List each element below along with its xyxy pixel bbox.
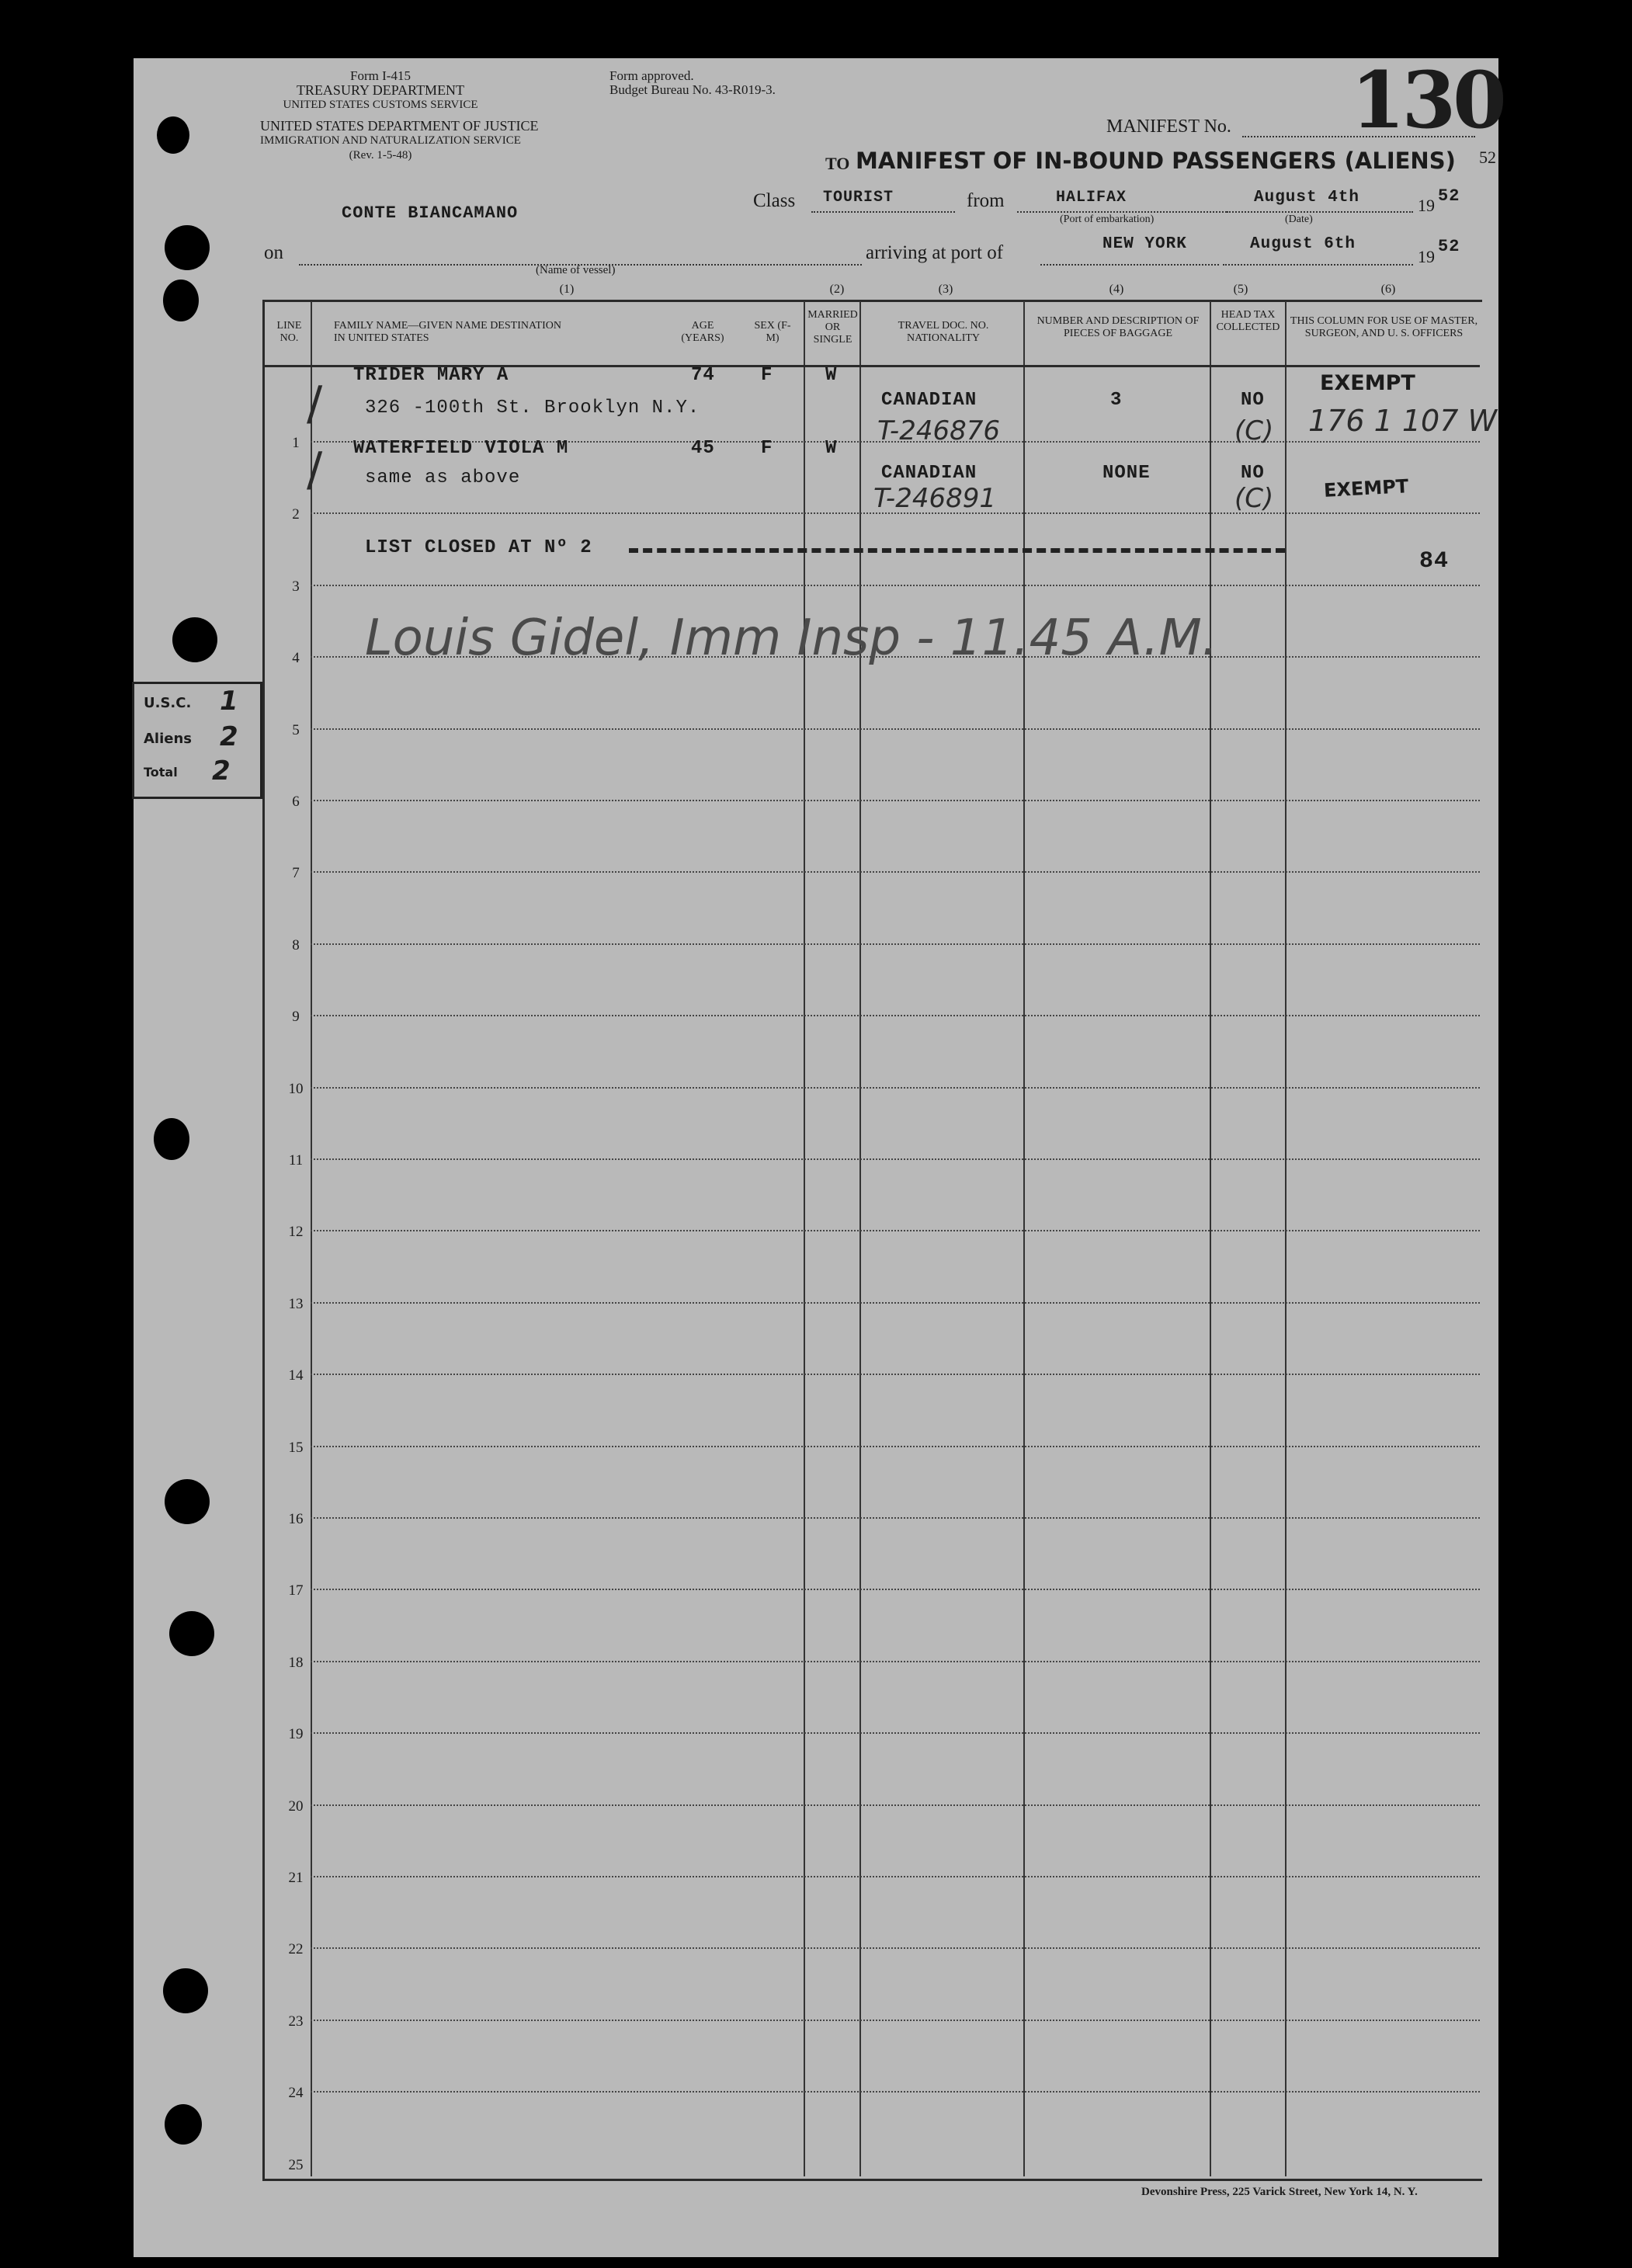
punch-hole [169,1611,214,1656]
class-line [811,211,955,213]
year-prefix-arrival: 19 [1418,247,1435,266]
col-divider [804,301,805,2176]
row-rule [311,1015,1480,1016]
budget-bureau: Budget Bureau No. 43-R019-3. [609,82,776,97]
check-mark: / [307,443,323,497]
col-header-name: FAMILY NAME—GIVEN NAME DESTINATION IN UNITED STATES [334,320,561,344]
arriving-label: arriving at port of [866,242,1004,263]
col-number: (3) [938,283,953,296]
line-number: 3 [292,578,300,595]
form-header-block [260,68,539,163]
line-number: 17 [288,1582,304,1599]
line-number: 7 [292,865,300,881]
year-prefix: 19 [1418,196,1435,215]
arrival-year: 52 [1438,237,1460,256]
passenger-destination: same as above [365,467,521,488]
col-header-sex: SEX (F-M) [754,320,791,344]
date-line [1227,211,1413,213]
line-number: 10 [288,1081,304,1097]
usc-aliens-tally-box [132,682,262,799]
punch-hole [163,280,199,321]
departure-year: 52 [1438,186,1460,206]
passenger-head-tax: NO [1241,390,1265,411]
line-number: 14 [288,1367,304,1384]
line-number: 21 [288,1870,304,1886]
vessel-name: CONTE BIANCAMANO [342,203,519,223]
row-rule [311,1158,1480,1160]
punch-hole [157,116,189,154]
list-closed-rule [629,548,1285,553]
manifest-number: 130 [1351,54,1504,146]
col-number: (1) [559,283,575,296]
col-divider [859,301,861,2176]
title-to: TO [825,154,850,173]
passenger-exempt-stamp: EXEMPT [1320,371,1415,395]
form-number: Form I-415 [350,68,411,83]
col-divider [1210,301,1211,2176]
passenger-destination: 326 -100th St. Brooklyn N.Y. [365,398,700,419]
vessel-caption: (Name of vessel) [536,264,616,276]
line-number: 8 [292,937,300,953]
col-header-travel: TRAVEL DOC. NO. NATIONALITY [898,320,989,344]
col-header-age: AGE (YEARS) [681,320,724,344]
col-number: (2) [829,283,845,296]
passenger-nationality: CANADIAN [881,463,977,484]
row-rule [311,800,1480,801]
customs-service: UNITED STATES CUSTOMS SERVICE [283,99,478,111]
arrival-date: August 6th [1250,235,1356,253]
line-number: 9 [292,1009,300,1025]
col-divider [1285,301,1287,2176]
passenger-marital: W [825,438,838,459]
manifest-no-label: MANIFEST No. [1106,116,1231,137]
passenger-head-tax-mark: (C) [1234,415,1274,446]
punch-hole [165,2104,202,2145]
line-number: 15 [288,1440,304,1456]
row-rule [311,1517,1480,1519]
col-number: (6) [1380,283,1396,296]
arrival-port: NEW YORK [1102,235,1187,253]
passenger-sex: F [761,438,773,459]
passenger-nationality: CANADIAN [881,390,977,411]
col-header-officers: THIS COLUMN FOR USE OF MASTER, SURGEON, AND U. S. OFFICERS [1290,315,1478,339]
form-revision: (Rev. 1-5-48) [349,149,412,162]
punch-hole [165,225,210,270]
passenger-travel-doc: T-246876 [877,415,1000,446]
arrival-date-line [1223,264,1413,266]
from-label: from [967,190,1005,211]
class-value: TOURIST [823,189,894,207]
line-number: 20 [288,1798,304,1815]
passenger-sex: F [761,365,773,386]
ins-service: IMMIGRATION AND NATURALIZATION SERVICE [260,134,521,147]
line-number: 5 [292,722,300,738]
line-number: 23 [288,2013,304,2030]
col-header-headtax: HEAD TAX COLLECTED [1216,309,1280,333]
printed-year-suffix: 52 [1479,148,1496,167]
punch-hole [154,1118,189,1160]
col-divider [1023,301,1025,2176]
row-rule [311,2091,1480,2093]
row-rule [311,2020,1480,2021]
row-rule [311,1589,1480,1590]
col-number: (5) [1233,283,1248,296]
line-number: 2 [292,506,300,523]
punch-hole [172,617,217,662]
row-rule [311,1947,1480,1949]
line-number: 19 [288,1726,304,1742]
aliens-value: 2 [220,721,238,752]
punch-hole [165,1479,210,1524]
passenger-officers-note: 176 1 107 W [1308,404,1498,438]
justice-dept: UNITED STATES DEPARTMENT OF JUSTICE [260,118,539,134]
row-rule [311,1302,1480,1304]
departure-date: August 4th [1254,189,1360,207]
line-number: 13 [288,1296,304,1312]
port-embarkation-caption: (Port of embarkation) [1060,214,1155,225]
class-label: Class [753,190,796,211]
punch-hole [163,1968,208,2013]
inspector-signature: Louis Gidel, Imm Insp - 11.45 A.M. [365,610,1218,667]
passenger-name: TRIDER MARY A [353,365,509,386]
line-number: 1 [292,435,300,451]
col-header-line: LINE NO. [276,320,302,344]
usc-label: U.S.C. [144,695,192,711]
line-number: 25 [288,2157,304,2173]
passenger-marital: W [825,365,838,386]
row-rule [311,1661,1480,1662]
form-approved: Form approved. [609,68,694,83]
row-rule [311,1374,1480,1375]
line-number: 24 [288,2085,304,2101]
line-number: 16 [288,1511,304,1527]
row-rule [311,1230,1480,1231]
row-rule [311,1804,1480,1806]
row-rule [311,585,1480,586]
passenger-name: WATERFIELD VIOLA M [353,438,569,459]
line-number: 12 [288,1224,304,1240]
on-label: on [264,242,283,263]
line-number: 4 [292,650,300,666]
passenger-baggage: NONE [1102,463,1151,484]
treasury-dept: TREASURY DEPARTMENT [296,82,465,98]
embarkation-port: HALIFAX [1056,189,1127,207]
check-mark: / [307,377,323,431]
total-label: Total [144,765,178,780]
printer-imprint: Devonshire Press, 225 Varick Street, New York 14, N. Y. [1141,2186,1418,2198]
arrival-port-line [1040,264,1219,266]
col-header-baggage: NUMBER AND DESCRIPTION OF PIECES OF BAGGAGE [1036,315,1200,339]
passenger-head-tax: NO [1241,463,1265,484]
row-rule [311,1732,1480,1734]
col-number: (4) [1109,283,1124,296]
total-mark: 84 [1419,548,1450,575]
row-rule [311,871,1480,873]
row-rule [311,1087,1480,1089]
from-line [1017,211,1227,213]
passenger-age: 45 [691,438,715,459]
row-rule [311,728,1480,730]
manifest-title: MANIFEST OF IN-BOUND PASSENGERS (ALIENS) [856,148,1456,174]
col-header-married: MARRIED OR SINGLE [807,309,858,346]
total-value: 2 [212,755,231,787]
line-number: 11 [288,1152,304,1169]
usc-value: 1 [220,686,238,717]
row-rule [311,1876,1480,1877]
row-rule [311,1446,1480,1447]
passenger-age: 74 [691,365,715,386]
col-divider [311,301,312,2176]
aliens-label: Aliens [144,731,193,747]
list-closed-text: LIST CLOSED AT Nº 2 [365,537,592,558]
passenger-head-tax-mark: (C) [1234,483,1274,514]
manifest-table [262,300,1482,2181]
passenger-baggage: 3 [1110,390,1123,411]
line-number: 22 [288,1941,304,1957]
line-number: 18 [288,1655,304,1671]
date-caption: (Date) [1285,214,1313,225]
passenger-exempt-stamp: EXEMPT [1323,475,1409,502]
row-rule [311,943,1480,945]
passenger-travel-doc: T-246891 [873,483,996,514]
line-number: 6 [292,794,300,810]
